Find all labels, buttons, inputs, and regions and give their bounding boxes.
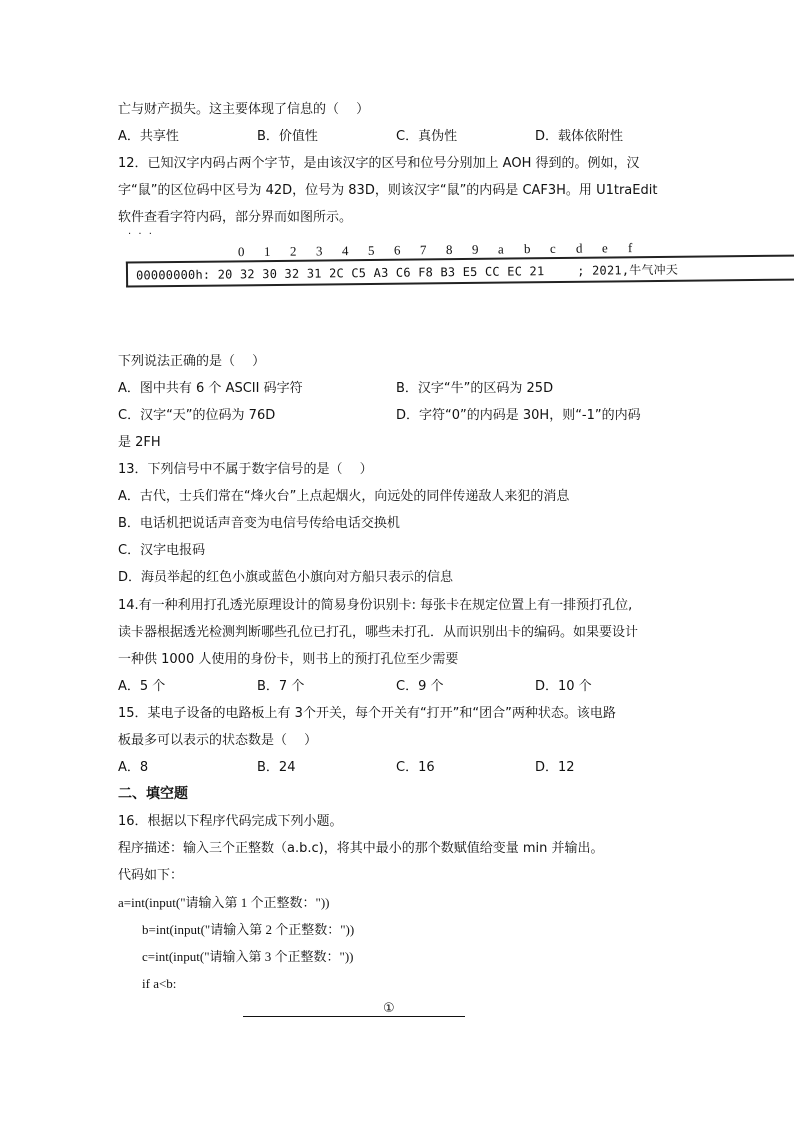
section-heading: 二、填空题 [118, 786, 188, 802]
hex-col-label: 2 [289, 243, 297, 259]
q12-option-d: D．字符“0”的内码是 30H，则“-1”的内码 [396, 408, 641, 423]
hex-col-label: 9 [471, 241, 479, 257]
hex-row [136, 261, 678, 284]
hex-col-label: 1 [263, 243, 271, 259]
hex-col-label: 8 [445, 241, 453, 257]
q12-line2: 字“鼠”的区位码中区号为 42D，位号为 83D，则该汉字“鼠”的内码是 CAF3H。用 U1traEdit [118, 183, 658, 198]
hex-col-label: 5 [367, 242, 375, 258]
hex-col-label: 4 [341, 243, 349, 259]
q16-code-label: 代码如下： [118, 868, 184, 883]
q16-stem: 16．根据以下程序代码完成下列小题。 [118, 814, 343, 829]
q15-option-a: A．8 [118, 760, 149, 775]
q12-line1: 12．已知汉字内码占两个字节，是由该汉字的区号和位号分别加上 AOH 得到的。例如，汉 [118, 156, 640, 171]
q11-option-c: C．真伪性 [396, 129, 458, 144]
q13-option-b: B．电话机把说话声音变为电信号传给电话交换机 [118, 516, 400, 531]
q13-option-c: C．汉字电报码 [118, 543, 206, 558]
q13-option-d: D．海员举起的红色小旗或蓝色小旗向对方船只表示的信息 [118, 570, 454, 585]
q12-line3: 软件查看字符内码，部分界而如图所示。 [118, 210, 353, 225]
hex-col-label: b [523, 241, 531, 257]
q12-option-b: B．汉字“牛”的区码为 25D [396, 381, 554, 396]
q14-line1: 14.有一种利用打孔透光原理设计的简易身份识别卡: 每张卡在规定位置上有一排预打孔位, [118, 598, 633, 613]
hex-col-label: a [497, 241, 504, 257]
blank-marker-1: ① [383, 1001, 395, 1016]
answer-blank-line [243, 1016, 465, 1017]
q14-line2: 读卡器根据透光检测判断哪些孔位已打孔，哪些未打孔．从而识别出卡的编码。如果要设计 [118, 625, 639, 640]
code-line-1: a=int(input("请输入第 1 个正整数：")) [118, 895, 330, 910]
q15-line2: 板最多可以表示的状态数是（ ） [118, 733, 318, 748]
hex-col-label: 3 [315, 243, 323, 259]
q14-option-b: B．7 个 [257, 679, 305, 694]
q15-option-d: D．12 [535, 760, 575, 775]
q14-option-a: A．5 个 [118, 679, 166, 694]
hex-col-label: f [627, 240, 633, 256]
hex-figure-box [126, 254, 794, 287]
q14-option-c: C．9 个 [396, 679, 444, 694]
code-line-3: c=int(input("请输入第 3 个正整数：")) [142, 949, 354, 964]
q16-description: 程序描述：输入三个正整数（a.b.c)，将其中最小的那个数赋值给变量 min 并输出。 [118, 841, 604, 856]
hex-col-label: e [601, 240, 608, 256]
hex-row-data: 00000000h: 20 32 30 32 31 2C C5 A3 C6 F8 B3 E5 CC EC 21 [135, 264, 545, 283]
code-line-4: if a<b: [142, 976, 177, 991]
q14-option-d: D．10 个 [535, 679, 592, 694]
hex-row-text: ; 2021,牛气冲天 [577, 262, 679, 278]
q12-question: 下列说法正确的是（ ） [118, 354, 266, 369]
q11-option-b: B．价值性 [257, 129, 318, 144]
q12-option-a: A．图中共有 6 个 ASCII 码字符 [118, 381, 303, 396]
q13-option-a: A．古代，士兵们常在“烽火台”上点起烟火，向远处的同伴传递敌人来犯的消息 [118, 489, 570, 504]
q15-line1: 15．某电子设备的电路板上有 3个开关，每个开关有“打开”和“团合”两种状态。该电路 [118, 706, 616, 721]
hex-col-label: 6 [393, 242, 401, 258]
q11-option-d: D．载体依附性 [535, 129, 624, 144]
hex-col-label: 0 [237, 244, 245, 260]
q13-stem: 13．下列信号中不属于数字信号的是（ ） [118, 462, 373, 477]
hex-col-label: d [575, 240, 583, 256]
q11-option-a: A．共享性 [118, 129, 179, 144]
figure-dots: · · · [128, 229, 154, 240]
q11-stem-tail: 亡与财产损失。这主要体现了信息的（ ） [118, 102, 370, 117]
hex-col-label: 7 [419, 242, 427, 258]
q14-line3: 一种供 1000 人使用的身份卡，则书上的预打孔位至少需要 [118, 652, 459, 667]
q12-option-c: C．汉字“天”的位码为 76D [118, 408, 276, 423]
q15-option-c: C．16 [396, 760, 435, 775]
q15-option-b: B．24 [257, 760, 296, 775]
hex-col-label: c [549, 240, 556, 256]
q12-option-d-cont: 是 2FH [118, 435, 161, 450]
code-line-2: b=int(input("请输入第 2 个正整数：")) [142, 922, 355, 937]
